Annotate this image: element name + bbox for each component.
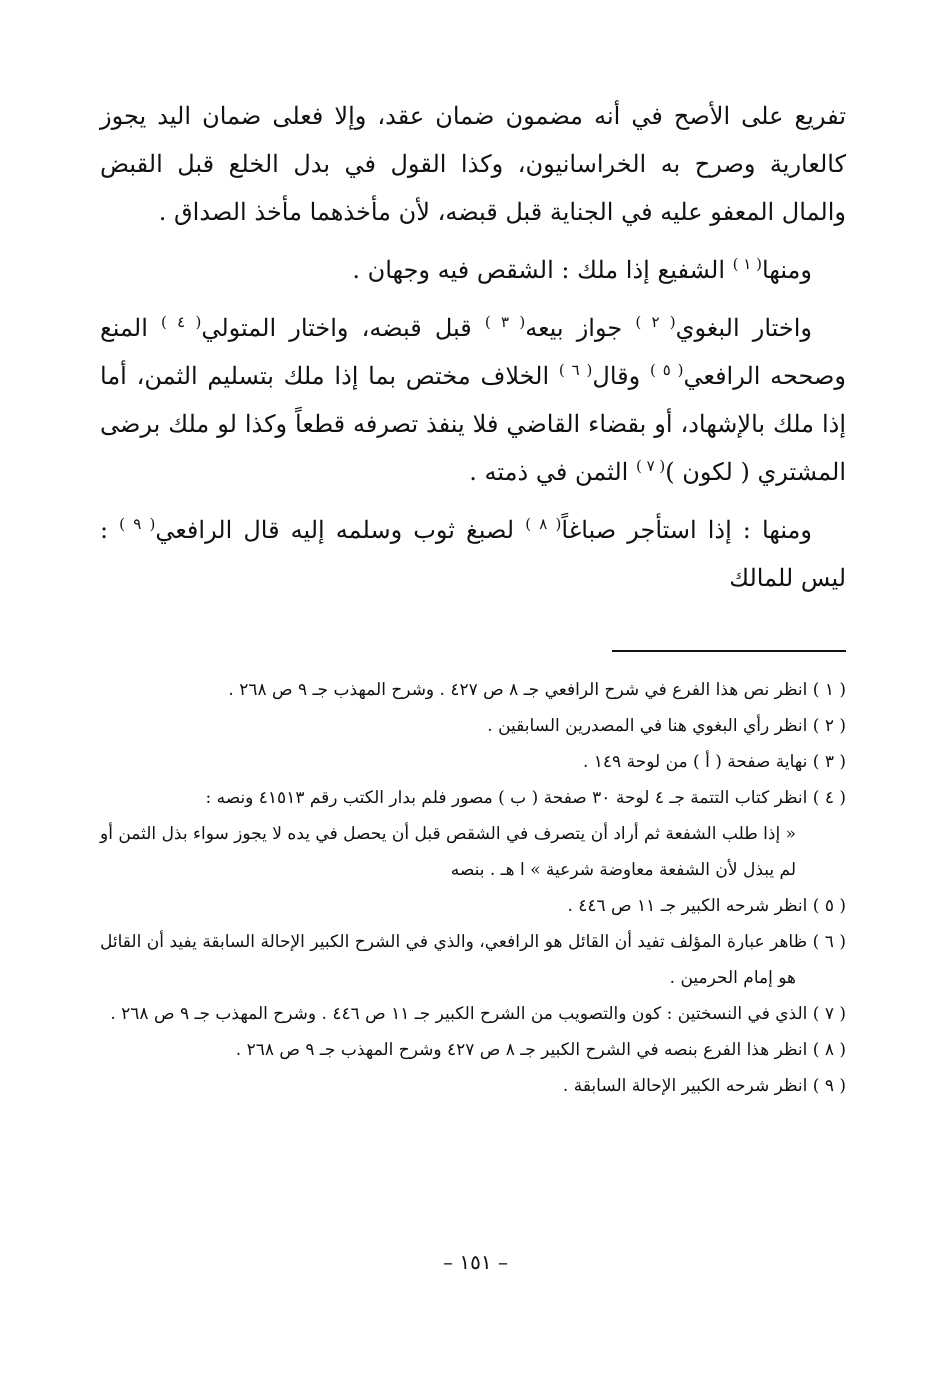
text-run: جواز بيعه bbox=[525, 314, 636, 342]
footnote-3: ( ٣ ) نهاية صفحة ( أ ) من لوحة ١٤٩ . bbox=[582, 752, 846, 772]
text-run: المنع وصححه الرافعي bbox=[100, 314, 846, 390]
footnote-6: ( ٦ ) ظاهر عبارة المؤلف تفيد أن القائل هو الرافعي، والذي في الشرح الكبير الإحالة السابقة يفيد أن القائل هو إمام الحرمين . bbox=[100, 932, 846, 988]
text-run: وقال bbox=[592, 362, 650, 390]
text-run: الثمن في ذمته . bbox=[469, 458, 636, 486]
footnote-2: ( ٢ ) انظر رأي البغوي هنا في المصدرين السابقين . bbox=[487, 716, 846, 736]
footnote-5: ( ٥ ) انظر شرحه الكبير جـ ١١ ص ٤٤٦ . bbox=[567, 896, 846, 916]
footnote-ref-4[interactable]: ( ٤ ) bbox=[161, 313, 202, 331]
main-text bbox=[100, 92, 846, 602]
paragraph-1: تفريع على الأصح في أنه مضمون ضمان عقد، وإلا فعلى ضمان اليد يجوز كالعارية وصرح به الخراسانيون، وكذا القول في بدل الخلع قبل القبض والمال المعفو عليه في الجناية قبل قبضه، لأن مأخذهما مأخذ الصداق . bbox=[100, 102, 846, 226]
footnote-ref-7[interactable]: ( ٧ ) bbox=[635, 457, 666, 475]
footnote-ref-8[interactable]: ( ٨ ) bbox=[525, 515, 562, 533]
footnote-8: ( ٨ ) انظر هذا الفرع بنصه في الشرح الكبير جـ ٨ ص ٤٢٧ وشرح المهذب جـ ٩ ص ٢٦٨ . bbox=[235, 1040, 846, 1060]
text-run: ومنها : إذا استأجر صباغاً bbox=[561, 516, 813, 544]
footnote-ref-5[interactable]: ( ٥ ) bbox=[649, 361, 684, 379]
text-run: ومنها bbox=[761, 256, 812, 284]
paragraph-2 bbox=[100, 246, 846, 294]
paragraph-4 bbox=[100, 506, 846, 602]
footnote-7: ( ٧ ) الذي في النسختين : كون والتصويب من الشرح الكبير جـ ١١ ص ٤٤٦ . وشرح المهذب جـ ٩ ص ٢٦٨ . bbox=[110, 1004, 846, 1024]
footnote-4-quote: « إذا طلب الشفعة ثم أراد أن يتصرف في الشقص قبل أن يحصل في يده لا يجوز سواء بذل الثمن أو لم يبذل لأن الشفعة معاوضة شرعية » ا هـ . بنصه bbox=[100, 824, 796, 880]
footnote-ref-9[interactable]: ( ٩ ) bbox=[119, 515, 156, 533]
text-run: الشفيع إذا ملك : الشقص فيه وجهان . bbox=[352, 256, 733, 284]
text-run: قبل قبضه، واختار المتولي bbox=[201, 314, 485, 342]
footnote-1: ( ١ ) انظر نص هذا الفرع في شرح الرافعي جـ ٨ ص ٤٢٧ . وشرح المهذب جـ ٩ ص ٢٦٨ . bbox=[228, 680, 846, 700]
footnote-4-text: ( ٤ ) انظر كتاب التتمة جـ ٤ لوحة ٣٠ صفحة ( ب ) مصور فلم بدار الكتب رقم ٤١٥١٣ ونصه : bbox=[205, 788, 846, 808]
footnote-ref-6[interactable]: ( ٦ ) bbox=[558, 361, 593, 379]
text-run: واختار البغوي bbox=[675, 314, 813, 342]
footnote-ref-3[interactable]: ( ٣ ) bbox=[484, 313, 526, 331]
footnote-separator bbox=[612, 650, 846, 652]
footnote-9: ( ٩ ) انظر شرحه الكبير الإحالة السابقة . bbox=[562, 1076, 846, 1096]
footnote-4 bbox=[100, 780, 846, 888]
paragraph-3 bbox=[100, 304, 846, 496]
text-run: : ليس للمالك bbox=[100, 516, 846, 592]
text-run: الخلاف مختص بما إذا ملك بتسليم الثمن، أما إذا ملك بالإشهاد، أو بقضاء القاضي فلا ينفذ تصرفه قطعاً وكذا لو ملك برضى المشتري ( لكون ) bbox=[100, 362, 847, 486]
page-number: – ١٥١ – bbox=[443, 1250, 508, 1274]
footnotes bbox=[100, 672, 846, 1104]
footnote-ref-2[interactable]: ( ٢ ) bbox=[635, 313, 676, 331]
text-run: لصبغ ثوب وسلمه إليه قال الرافعي bbox=[155, 516, 526, 544]
footnote-ref-1[interactable]: ( ١ ) bbox=[732, 255, 762, 273]
